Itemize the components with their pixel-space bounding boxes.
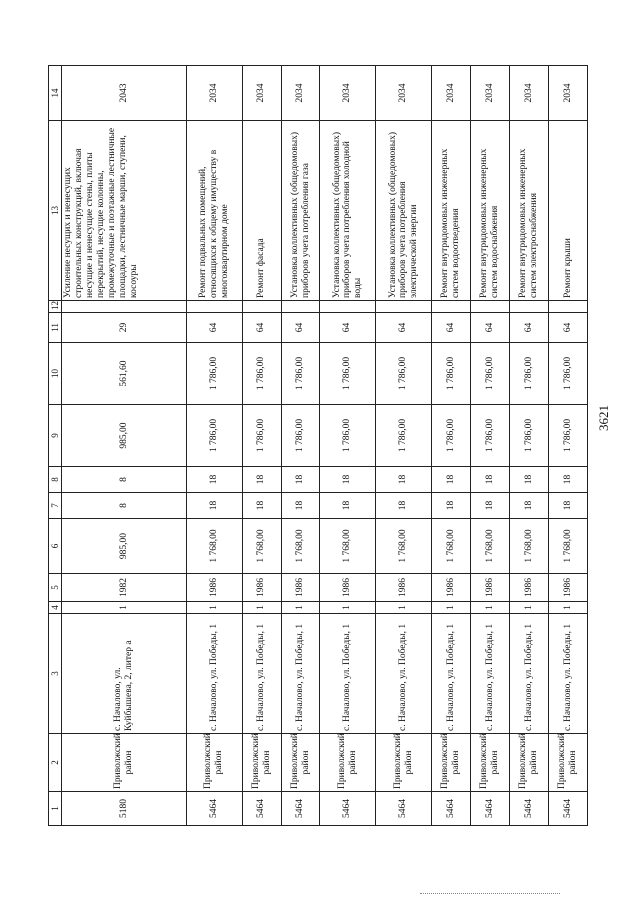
table-cell-c8: 18 [376,467,432,493]
table-cell-c12 [62,301,186,313]
table-cell-c14: 2034 [242,66,281,121]
table-cell-c9: 1 786,00 [432,405,471,467]
table-cell-c11: 64 [281,313,320,343]
table-cell-c9: 985,00 [62,405,186,467]
table-row [186,66,242,826]
table-cell-c8: 18 [242,467,281,493]
table-cell-c4: 1 [62,602,186,614]
table-row [281,66,320,826]
col-header: 9 [49,405,62,467]
table-cell-c11: 64 [376,313,432,343]
col-header: 4 [49,602,62,614]
table-cell-c6: 1 768,00 [281,519,320,574]
table-cell-c7: 8 [62,493,186,519]
table-cell-c3: с. Началово, ул. Победы, 1 [320,614,376,734]
table-cell-c11: 64 [432,313,471,343]
table-cell-c9: 1 786,00 [281,405,320,467]
table-cell-c14: 2034 [320,66,376,121]
table-cell-c10: 561,60 [62,343,186,405]
col-header: 1 [49,792,62,826]
table-cell-c4: 1 [432,602,471,614]
table-cell-c1: 5464 [242,792,281,826]
table-row [432,66,471,826]
rotated-table-container [48,66,588,826]
table-cell-c13: Усиление несущих и ненесущих строительных конструкций, включая несущие и ненесущие стены, плиты перекрытий, несущие колонны, промежуточные и поэтажные лестничные площадки, лестничные марши, ступени, косоуры [62,121,186,301]
table-cell-c3: с. Началово, ул. Победы, 1 [510,614,549,734]
table-cell-c7: 18 [186,493,242,519]
table-cell-c10: 1 786,00 [549,343,588,405]
col-header: 12 [49,301,62,313]
table-cell-c9: 1 786,00 [549,405,588,467]
table-cell-c4: 1 [186,602,242,614]
table-cell-c6: 1 768,00 [186,519,242,574]
table-cell-c12 [510,301,549,313]
table-cell-c14: 2034 [281,66,320,121]
table-cell-c6: 1 768,00 [471,519,510,574]
table-cell-c4: 1 [281,602,320,614]
table-cell-c3: с. Началово, ул. Победы, 1 [549,614,588,734]
table-cell-c12 [471,301,510,313]
col-header: 5 [49,574,62,602]
table-cell-c12 [320,301,376,313]
table-cell-c6: 1 768,00 [376,519,432,574]
table-cell-c14: 2043 [62,66,186,121]
table-cell-c12 [549,301,588,313]
table-cell-c10: 1 786,00 [471,343,510,405]
table-cell-c13: Установка коллективных (общедомовых) приборов учета потребления холодной воды [320,121,376,301]
table-cell-c3: с. Началово, ул. Победы, 1 [242,614,281,734]
table-cell-c8: 18 [432,467,471,493]
col-header: 8 [49,467,62,493]
table-cell-c1: 5464 [471,792,510,826]
table-cell-c9: 1 786,00 [510,405,549,467]
table-cell-c4: 1 [510,602,549,614]
table-cell-c11: 64 [471,313,510,343]
capital-repair-table [48,65,588,826]
col-header: 6 [49,519,62,574]
table-cell-c10: 1 786,00 [281,343,320,405]
table-cell-c5: 1986 [510,574,549,602]
table-cell-c8: 18 [320,467,376,493]
table-cell-c12 [432,301,471,313]
col-header: 11 [49,313,62,343]
table-cell-c6: 985,00 [62,519,186,574]
table-cell-c1: 5464 [186,792,242,826]
table-row [320,66,376,826]
table-cell-c14: 2034 [510,66,549,121]
table-cell-c4: 1 [320,602,376,614]
table-cell-c1: 5464 [432,792,471,826]
table-cell-c6: 1 768,00 [320,519,376,574]
table-cell-c2: Приволжский район [510,734,549,792]
table-cell-c4: 1 [471,602,510,614]
table-cell-c1: 5464 [510,792,549,826]
table-cell-c13: Ремонт внутридомовых инженерных систем водоснабжения [471,121,510,301]
table-cell-c9: 1 786,00 [186,405,242,467]
table-cell-c11: 64 [242,313,281,343]
table-cell-c7: 18 [376,493,432,519]
table-cell-c3: с. Началово, ул. Победы, 1 [186,614,242,734]
table-cell-c2: Приволжский район [432,734,471,792]
table-cell-c1: 5464 [376,792,432,826]
table-cell-c5: 1986 [376,574,432,602]
table-cell-c5: 1982 [62,574,186,602]
table-cell-c14: 2034 [471,66,510,121]
table-cell-c7: 18 [281,493,320,519]
table-cell-c8: 18 [281,467,320,493]
table-cell-c13: Ремонт внутридомовых инженерных систем водоотведения [432,121,471,301]
table-cell-c5: 1986 [186,574,242,602]
table-cell-c8: 18 [510,467,549,493]
table-cell-c14: 2034 [186,66,242,121]
table-row [549,66,588,826]
table-cell-c2: Приволжский район [186,734,242,792]
table-cell-c11: 64 [549,313,588,343]
table-cell-c9: 1 786,00 [376,405,432,467]
table-cell-c9: 1 786,00 [320,405,376,467]
table-cell-c7: 18 [320,493,376,519]
table-cell-c6: 1 768,00 [242,519,281,574]
col-header: 10 [49,343,62,405]
table-cell-c10: 1 786,00 [510,343,549,405]
table-cell-c12 [186,301,242,313]
table-cell-c13: Ремонт внутридомовых инженерных систем электроснабжения [510,121,549,301]
table-cell-c7: 18 [471,493,510,519]
table-cell-c2: Приволжский район [281,734,320,792]
table-cell-c2: Приволжский район [376,734,432,792]
table-cell-c9: 1 786,00 [471,405,510,467]
table-cell-c11: 64 [320,313,376,343]
table-cell-c7: 18 [432,493,471,519]
table-row [376,66,432,826]
table-cell-c1: 5464 [281,792,320,826]
table-cell-c5: 1986 [320,574,376,602]
table-cell-c4: 1 [549,602,588,614]
scan-artifact-line [420,893,560,895]
table-cell-c1: 5180 [62,792,186,826]
table-body [62,66,588,826]
col-header: 13 [49,121,62,301]
table-cell-c1: 5464 [320,792,376,826]
table-cell-c5: 1986 [432,574,471,602]
table-cell-c10: 1 786,00 [242,343,281,405]
table-cell-c14: 2034 [432,66,471,121]
col-header: 7 [49,493,62,519]
table-cell-c3: с. Началово, ул. Победы, 1 [432,614,471,734]
page-number: 3621 [596,405,611,431]
column-numbers-row [49,66,62,826]
table-cell-c3: с. Началово, ул. Победы, 1 [281,614,320,734]
table-cell-c5: 1986 [549,574,588,602]
table-cell-c14: 2034 [549,66,588,121]
table-cell-c11: 29 [62,313,186,343]
table-cell-c12 [281,301,320,313]
table-cell-c3: с. Началово, ул. Куйбышева, 2, литер а [62,614,186,734]
table-cell-c2: Приволжский район [471,734,510,792]
table-cell-c10: 1 786,00 [432,343,471,405]
table-cell-c2: Приволжский район [62,734,186,792]
table-cell-c8: 18 [471,467,510,493]
table-row [471,66,510,826]
table-cell-c13: Ремонт подвальных помещений, относящихся к общему имуществу в многоквартирном доме [186,121,242,301]
table-cell-c2: Приволжский район [320,734,376,792]
table-cell-c11: 64 [186,313,242,343]
table-cell-c1: 5464 [549,792,588,826]
table-cell-c13: Ремонт крыши [549,121,588,301]
table-row [510,66,549,826]
table-cell-c6: 1 768,00 [510,519,549,574]
table-cell-c2: Приволжский район [242,734,281,792]
table-row [242,66,281,826]
table-cell-c7: 18 [549,493,588,519]
table-cell-c13: Установка коллективных (общедомовых) приборов учета потребления газа [281,121,320,301]
table-cell-c7: 18 [510,493,549,519]
table-cell-c6: 1 768,00 [549,519,588,574]
table-cell-c8: 18 [186,467,242,493]
col-header: 3 [49,614,62,734]
table-cell-c11: 64 [510,313,549,343]
table-cell-c10: 1 786,00 [320,343,376,405]
table-cell-c7: 18 [242,493,281,519]
table-cell-c5: 1986 [242,574,281,602]
table-cell-c12 [376,301,432,313]
table-cell-c3: с. Началово, ул. Победы, 1 [376,614,432,734]
table-cell-c10: 1 786,00 [376,343,432,405]
table-cell-c8: 8 [62,467,186,493]
table-cell-c5: 1986 [281,574,320,602]
table-cell-c14: 2034 [376,66,432,121]
col-header: 14 [49,66,62,121]
table-cell-c13: Установка коллективных (общедомовых) приборов учета потребления электрической энергии [376,121,432,301]
table-row [62,66,186,826]
table-cell-c12 [242,301,281,313]
table-cell-c3: с. Началово, ул. Победы, 1 [471,614,510,734]
table-cell-c6: 1 768,00 [432,519,471,574]
table-cell-c4: 1 [376,602,432,614]
table-cell-c5: 1986 [471,574,510,602]
table-cell-c10: 1 786,00 [186,343,242,405]
col-header: 2 [49,734,62,792]
table-cell-c2: Приволжский район [549,734,588,792]
table-cell-c9: 1 786,00 [242,405,281,467]
table-cell-c8: 18 [549,467,588,493]
table-cell-c13: Ремонт фасада [242,121,281,301]
table-cell-c4: 1 [242,602,281,614]
